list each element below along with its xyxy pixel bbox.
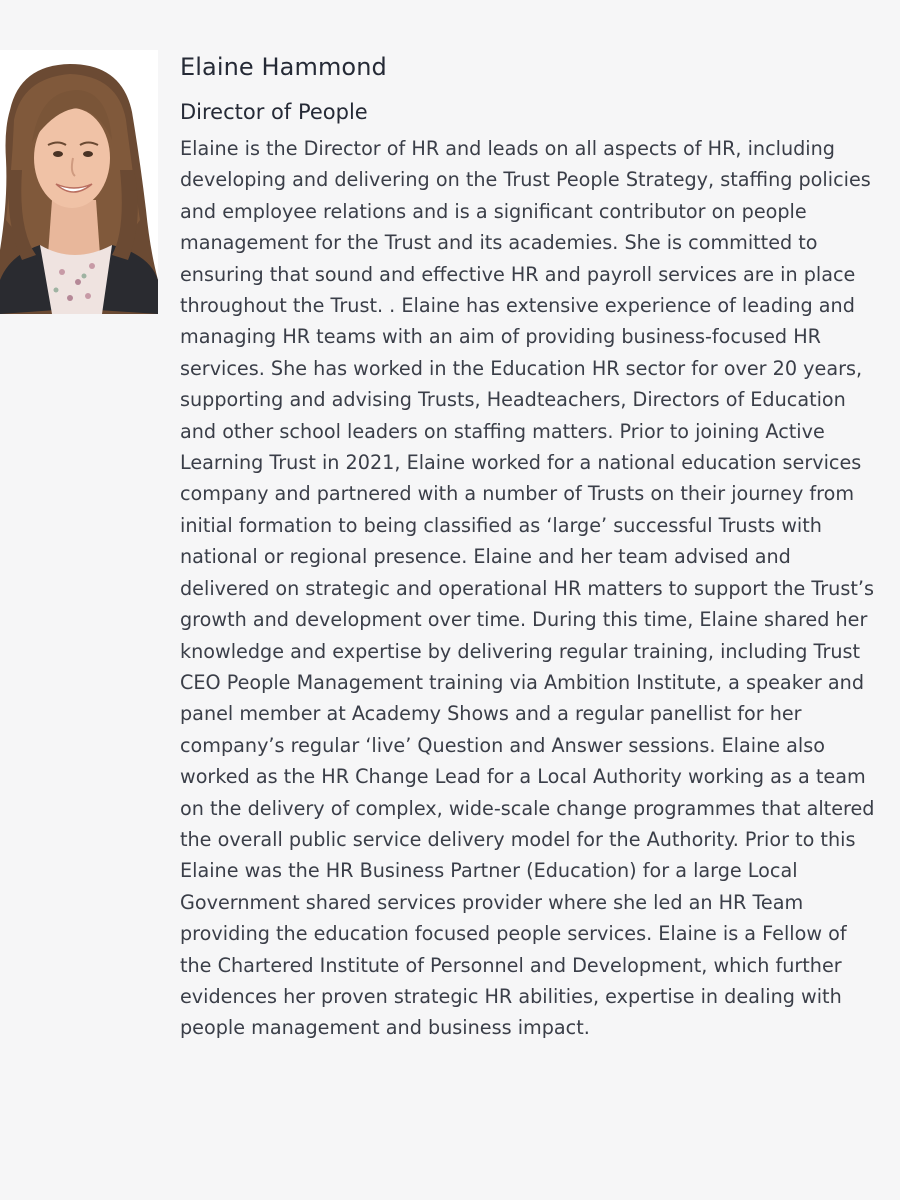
person-role: Director of People: [180, 100, 368, 124]
person-bio: Elaine is the Director of HR and leads on all aspects of HR, including developing and delivering on the Trust People Strategy, staffing policies and employee relations and is a significant contributor on people management for the Trust and its academies. She is committed to ensuring that sound and effective HR and payroll services are in place throughout the Trust. . Elaine has extensive experience of leading and managing HR teams with an aim of providing business-focused HR services. She has worked in the Education HR sector for over 20 years, supporting and advising Trusts, Headteachers, Directors of Education and other school leaders on staffing matters. Prior to joining Active Learning Trust in 2021, Elaine worked for a national education services company and partnered with a number of Trusts on their journey from initial formation to being classified as ‘large’ successful Trusts with national or regional presence. Elaine and her team advised and delivered on strategic and operational HR matters to support the Trust’s growth and development over time. During this time, Elaine shared her knowledge and expertise by delivering regular training, including Trust CEO People Management training via Ambition Institute, a speaker and panel member at Academy Shows and a regular panellist for her company’s regular ‘live’ Question and Answer sessions. Elaine also worked as the HR Change Lead for a Local Authority working as a team on the delivery of complex, wide-scale change programmes that altered the overall public service delivery model for the Authority. Prior to this Elaine was the HR Business Partner (Education) for a large Local Government shared services provider where she led an HR Team providing the education focused people services. Elaine is a Fellow of the Chartered Institute of Personnel and Development, which further evidences her proven strategic HR abilities, expertise in dealing with people management and business impact.: [180, 137, 875, 1040]
profile-photo: [0, 50, 158, 314]
profile-text: [180, 50, 880, 1044]
portrait-photo-icon: [0, 50, 158, 314]
person-name: Elaine Hammond: [180, 53, 387, 81]
